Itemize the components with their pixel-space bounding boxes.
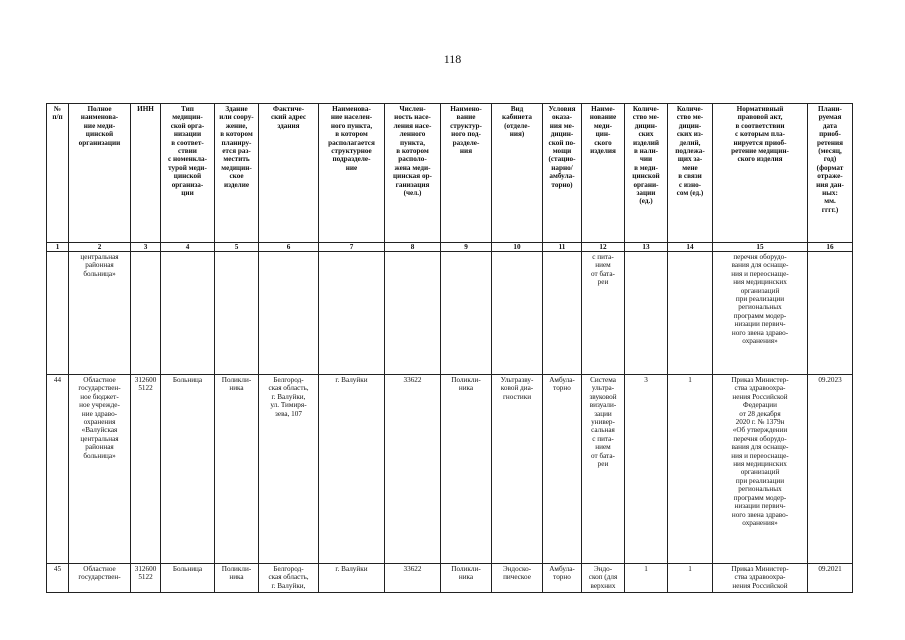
header-cell-subdivision: Наимено- вание структур- ного под- разделе- ния (441, 104, 492, 243)
column-number: 10 (492, 243, 543, 252)
table-cell: Эндоско- пическое (492, 564, 543, 593)
table-row (47, 375, 853, 564)
header-cell-device-count: Количе- ство ме- дицин- ских изделий в нали- чии в меди- цинской органи- зации (ед.) (625, 104, 668, 243)
table-cell: перечня оборудо- вания для оснаще- ния и переоснаще- ния медицинских организаций при реализации региональных программ модер- низации первич- ного звена здраво- охранения» (713, 252, 808, 375)
header-cell-cabinet-type: Вид кабинета (отделе- ния) (492, 104, 543, 243)
column-number: 8 (385, 243, 441, 252)
table-cell (543, 252, 582, 375)
column-number: 9 (441, 243, 492, 252)
table-cell: г. Валуйки (319, 375, 385, 564)
table-cell: Амбула- торно (543, 564, 582, 593)
table-cell: Система ультра- звуковой визуали- зации универ- сальная с пита- нием от бата- реи (582, 375, 625, 564)
table-row (47, 252, 853, 375)
table-cell: 1 (668, 375, 713, 564)
table-cell: Больница (161, 375, 215, 564)
header-cell-population: Числен- ность насе- ления насе- ленного пункта, в котором располо- жена меди- цинская ор- ганизация (чел.) (385, 104, 441, 243)
page-number: 118 (443, 52, 462, 66)
table-cell: Поликли- ника (215, 375, 259, 564)
table-cell: 09.2023 (808, 375, 853, 564)
table-cell (161, 252, 215, 375)
table-cell: 1 (668, 564, 713, 593)
column-number: 12 (582, 243, 625, 252)
table-cell: 312600 5122 (131, 564, 161, 593)
table-cell (492, 252, 543, 375)
medical-equipment-table (46, 103, 853, 593)
table-cell: центральная районная больница» (69, 252, 131, 375)
table-cell: 09.2021 (808, 564, 853, 593)
table-cell: 1 (625, 564, 668, 593)
table-cell: 312600 5122 (131, 375, 161, 564)
table-cell (47, 252, 69, 375)
table-row (47, 564, 853, 593)
table-cell: Поликли- ника (215, 564, 259, 593)
table-cell: с пита- нием от бата- реи (582, 252, 625, 375)
column-number: 3 (131, 243, 161, 252)
header-cell-device-name: Наиме- нование меди- цин- ского изделия (582, 104, 625, 243)
table-cell: Амбула- торно (543, 375, 582, 564)
header-cell-org-type: Тип медицин- ской орга- низации в соответ- ствии с номенкла- турой меди- цинской организа- ции (161, 104, 215, 243)
table-cell (259, 252, 319, 375)
header-cell-org-name: Полное наименова- ние меди- цинской организации (69, 104, 131, 243)
table-cell: 33622 (385, 564, 441, 593)
table-cell (385, 252, 441, 375)
header-cell-legal-act: Нормативный правовой акт, в соответствии с которым пла- нируется приоб- ретение медицин- ского изделия (713, 104, 808, 243)
column-number: 5 (215, 243, 259, 252)
table-cell: Поликли- ника (441, 375, 492, 564)
header-cell-settlement: Наименова- ние населен- ного пункта, в котором располагается структурное подразделе- ние (319, 104, 385, 243)
column-number: 16 (808, 243, 853, 252)
column-number: 4 (161, 243, 215, 252)
column-number: 2 (69, 243, 131, 252)
table-cell (668, 252, 713, 375)
column-number: 6 (259, 243, 319, 252)
table-cell: Областное государствен- ное бюджет- ное учрежде- ние здраво- охранения «Валуйская центральная районная больница» (69, 375, 131, 564)
table-cell (441, 252, 492, 375)
table-cell (808, 252, 853, 375)
table-cell: Белгород- ская область, г. Валуйки, (259, 564, 319, 593)
table-cell (625, 252, 668, 375)
table-cell: г. Валуйки (319, 564, 385, 593)
header-cell-care-conditions: Условия оказа- ния ме- дицин- ской по- мощи (стацио- нарно/ амбула- торно) (543, 104, 582, 243)
header-cell-building: Здание или соору- жение, в котором планиру- ется раз- местить медицин- ское изделие (215, 104, 259, 243)
column-number: 1 (47, 243, 69, 252)
header-cell-address: Фактиче- ский адрес здания (259, 104, 319, 243)
column-number: 14 (668, 243, 713, 252)
table-cell: 45 (47, 564, 69, 593)
table-cell: Белгород- ская область, г. Валуйки, ул. Тимиря- зева, 107 (259, 375, 319, 564)
table-cell: Приказ Министер- ства здравоохра- нения Российской Федерации от 28 декабря 2020 г. № 1379н «Об утверждении перечня оборудо- вания для оснаще- ния и переоснаще- ния медицинских организаций при реализации региональных программ модер- низации первич- ного звена здраво- охранения» (713, 375, 808, 564)
table-cell: Поликли- ника (441, 564, 492, 593)
header-cell-number: № п/п (47, 104, 69, 243)
table-cell: 33622 (385, 375, 441, 564)
column-number: 15 (713, 243, 808, 252)
column-number: 13 (625, 243, 668, 252)
table-cell (215, 252, 259, 375)
header-cell-replace-count: Количе- ство ме- дицин- ских из- делий, подлежа- щих за- мене в связи с изно- сом (ед.) (668, 104, 713, 243)
column-number: 7 (319, 243, 385, 252)
column-number: 11 (543, 243, 582, 252)
table-cell (131, 252, 161, 375)
table-cell: Областное государствен- (69, 564, 131, 593)
table-cell: Приказ Министер- ства здравоохра- нения Российской (713, 564, 808, 593)
table-cell: Эндо- скоп (для верхних (582, 564, 625, 593)
table-cell: 3 (625, 375, 668, 564)
table-cell: 44 (47, 375, 69, 564)
header-row (47, 104, 853, 243)
table-cell (319, 252, 385, 375)
column-number-row (47, 243, 853, 252)
header-cell-inn: ИНН (131, 104, 161, 243)
header-cell-planned-date: Плани- руемая дата приоб- ретения (месяц, год) (формат отраже- ния дан- ных: мм. гггг.) (808, 104, 853, 243)
table-cell: Больница (161, 564, 215, 593)
table-cell: Ультразву- ковой диа- гностики (492, 375, 543, 564)
